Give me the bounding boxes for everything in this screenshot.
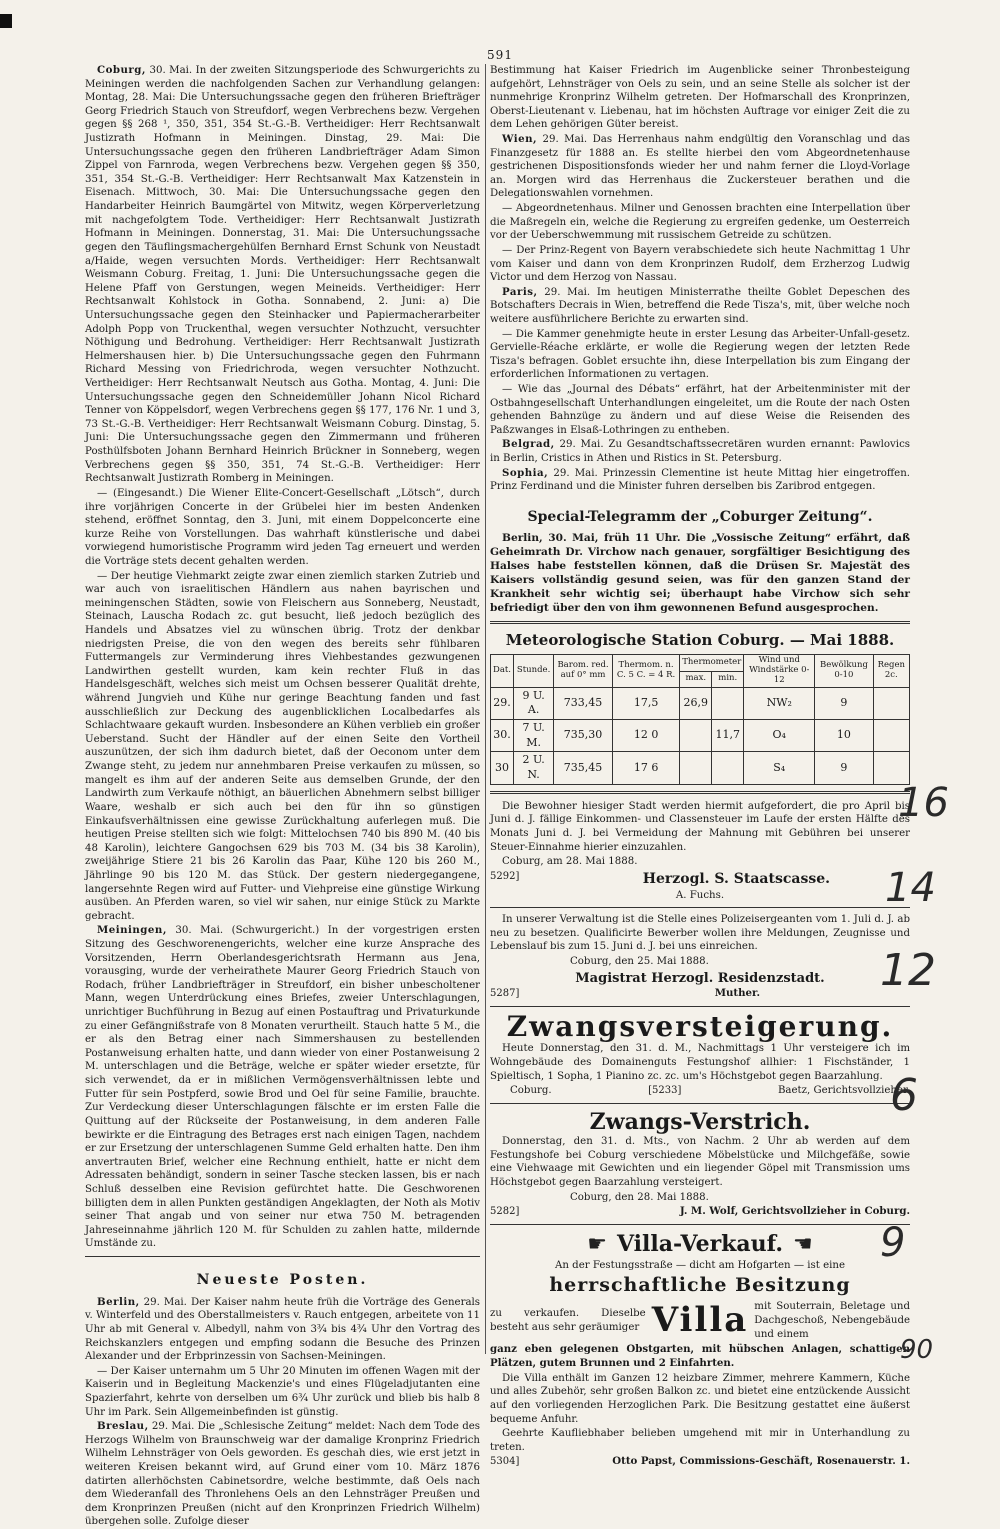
news-kammer: — Die Kammer genehmigte heute in erster Lesung das Arbeiter-Unfall-gesetz. Gervielle-Réache erklärte, er wolle die Regierung wegen der letzten Rede Tisza's befragen. Goblet ersuchte ihn, diese Interpellation bis zum Eingang der erforderlichen Informationen zu vertagen. <box>490 328 910 381</box>
separator <box>490 907 910 908</box>
col-min: min. <box>712 671 744 687</box>
telegram-title: Special-Telegramm der „Coburger Zeitung“. <box>527 508 873 525</box>
weather-cell-therm: 12 0 <box>612 720 679 752</box>
ad-staatscasse-text: Die Bewohner hiesiger Stadt werden hiermit aufgefordert, die pro April bis Juni d. J. fällige Einkommen- und Classensteuer im Laufe der ersten Hälfte des Monats Juni d. J. bei Vermeidung der Mahnung mit Gebühren bei unserer Steuer-Einnahme hierier einzuzahlen. <box>490 800 910 853</box>
weather-cell-wind: NW₂ <box>744 687 815 719</box>
article-eingesandt: — (Eingesandt.) Die Wiener Elite-Concert-Gesellschaft „Lötsch“, durch ihre vorjährigen Concerte in der Grübelei hier im besten Andenken stehend, eröffnet Sonntag, den 3. Juni, mit einem Doppelconcerte eine kurze Reihe von Vorstellungen. Das wahrhaft künstlerische und dabei vorwiegend humoristische Programm wird jeden Tag erneuert und werden die Vorträge stets decent gehalten werden. <box>85 487 480 567</box>
weather-cell-stunde: 7 U. M. <box>514 720 554 752</box>
separator <box>490 791 910 794</box>
weather-cell-bew: 10 <box>815 720 873 752</box>
ad-villa-title2: herrschaftliche Besitzung <box>549 1273 851 1296</box>
ad-villa-verkauf <box>490 1230 910 1469</box>
weather-cell-wind: S₄ <box>744 752 815 784</box>
handwritten-mark: 6 <box>890 1070 918 1121</box>
ad-magistrat-org: Magistrat Herzogl. Residenzstadt. <box>575 970 825 986</box>
news-kaiser-spazierfahrt: — Der Kaiser unternahm um 5 Uhr 20 Minuten im offenen Wagen mit der Kaiserin und in Begleitung Mackenzie's und eines Flügeladjutanten eine Spazierfahrt, kehrte von derselben um 6¾ Uhr zurück und blieb bis halb 8 Uhr im Park. Sein Allgemeinbefinden ist günstig. <box>85 1365 480 1418</box>
ad-zwangsversteigerung-text: Heute Donnerstag, den 31. d. M., Nachmittags 1 Uhr versteigere ich im Wohngebäude des Domainenguts Festungshof allhier: 1 Fischständer, 1 Spieltisch, 1 Sopha, 1 Pianino zc. zc. um's Höchstgebot gegen Baarzahlung. <box>490 1043 910 1082</box>
col-wind: Wind und Windstärke 0-12 <box>744 655 815 687</box>
weather-cell-dat: 30 <box>491 752 514 784</box>
weather-cell-min <box>712 752 744 784</box>
page-number: 591 <box>487 48 513 62</box>
news-abgeordnetenhaus: — Abgeordnetenhaus. Milner und Genossen brachten eine Interpellation über die Maßregeln ein, welche die Regierung zu ergreifen gedenke, um Oesterreich vor der Ueberschwemmung mit russischem Getreide zu schützen. <box>490 203 910 242</box>
ad-staatscasse <box>490 800 910 902</box>
ad-number: 5287] <box>490 987 520 999</box>
news-belgrad: 29. Mai. Zu Gesandtschaftssecretären wurden ernannt: Pawlovics in Berlin, Cristics in Athen und Ristics in St. Petersburg. <box>490 439 910 465</box>
ad-number: 5282] <box>490 1206 520 1218</box>
ad-staatscasse-org: Herzogl. S. Staatscasse. <box>642 870 830 887</box>
news-wien: 29. Mai. Das Herrenhaus nahm endgültig den Voranschlag und das Finanzgesetz für 1888 an. Es stellte hierbei den vom Abgeordnetenhause gestrichenen Dispositionsfonds wieder her und nahm ferner die Lloyd-Vorlage an. Morgen wird das Herrenhaus die Zuckersteuer berathen und die Delegationswahlen vornehmen. <box>490 134 910 200</box>
ad-villa-sig: Otto Papst, Commissions-Geschäft, Rosenauerstr. 1. <box>612 1455 910 1468</box>
weather-cell-max: 26,9 <box>680 687 712 719</box>
separator <box>490 1224 910 1225</box>
ad-staatscasse-place: Coburg, am 28. Mai 1888. <box>502 856 638 868</box>
weather-cell-therm: 17,5 <box>612 687 679 719</box>
ad-zwangsversteigerung-sig: Baetz, Gerichtsvollzieher. <box>777 1085 910 1097</box>
ad-zwangsverstrich-sig: J. M. Wolf, Gerichtsvollzieher in Coburg. <box>679 1205 910 1218</box>
dateline-belgrad: Belgrad, <box>502 438 555 451</box>
dateline-breslau: Breslau, <box>97 1420 149 1433</box>
col-regen: Regen 2c. <box>873 655 909 687</box>
weather-cell-bew: 9 <box>815 687 873 719</box>
dateline-sophia: Sophia, <box>502 466 549 479</box>
separator <box>85 1256 480 1257</box>
article-viehmarkt: — Der heutige Viehmarkt zeigte zwar einen ziemlich starken Zutrieb und war auch von israelitischen Händlern aus nahen bayrischen und meiningenschen Städten, sowie von Fleischern aus Sonneberg, Neustadt, Steinach, Lauscha Rodach zc. gut besucht, ließ jedoch bezüglich des Handels und Absatzes viel zu wünschen übrig. Trotz der denkbar niedrigsten Preise, die von den wegen des bereits sehr fühlbaren Futtermangels zur Verminderung ihres Viehbestandes gezwungenen Landwirthen gestellt wurden, kam kein rechter Fluß in das Handelsgeschäft, welches sich meist um Ochsen besserer Qualität drehte, während Jungvieh und Kühe nur geringe Beachtung fanden und fast ausschließlich zur Deckung des augenblicklichen Localbedarfes als Schlachtwaare gekauft wurden. Insbesondere an Kühen verblieb ein großer Ueberstand. Sucht der Händler auf der einen Seite den Vortheil auszunützen, der sich ihm dadurch bietet, daß der Oeconom unter dem Zwange steht, zu jedem nur annehmbaren Preise verkaufen zu müssen, so mangelt es ihm auf der anderen Seite aus demselben Grunde, der den Landwirth zum Verkaufe nöthigt, an bäuerlichen Abnehmern selbst billiger Waare, weshalb er sich auch bei den für ihn so günstigen Einkaufsverhältnissen eine gewisse Zurückhaltung auferlegen muß. Die heutigen Preise stellten sich wie folgt: Mittelochsen 740 bis 890 M. (40 bis 48 Karolin), leichtere Gangochsen 629 bis 703 M. (34 bis 38 Karolin), zweijährige Stiere 21 bis 26 Karolin das Paar, Kühe 120 bis 260 M., Jährlinge 90 bis 120 M. das Stück. Der gestern niedergegangene, langersehnte Regen wird auf Futter- und Viehpreise eine günstige Wirkung ausüben. An Pferden waren, so viel wir sahen, nur einige Stück zu Markte gebracht. <box>85 570 480 922</box>
dateline-meiningen: Meiningen, <box>97 924 167 937</box>
weather-cell-stunde: 2 U. N. <box>514 752 554 784</box>
handwritten-mark: 90 <box>900 1335 934 1365</box>
right-column <box>490 64 910 1468</box>
col-thermom: Thermom. n. C. 5 C. = 4 R. <box>612 655 679 687</box>
handwritten-mark: 14 <box>885 865 936 911</box>
col-max: max. <box>680 671 712 687</box>
handwritten-mark: 16 <box>898 780 949 826</box>
ad-number: 5304] <box>490 1456 520 1468</box>
separator <box>490 1006 910 1007</box>
col-stunde: Stunde. <box>514 655 554 687</box>
news-breslau: 29. Mai. Die „Schlesische Zeitung“ meldet: Nach dem Tode des Herzogs Wilhelm von Braunschweig war der damalige Kronprinz Friedrich Wilhelm Lehnsträger von Oels geworden. Es geschah dies, wie erst jetzt in weiteren Kreisen bekannt wird, auf Grund einer vom 10. März 1876 datirten allerhöchsten Cabinetsordre, welche bestimmte, daß Oels nach dem Wiederanfall des Thronlehens Oels an den Lehnsträger Preußen und dem Kronprinzen Preußen (nicht auf den Kronprinzen Friedrich Wilhelm) übergehen solle. Zufolge dieser <box>85 1421 480 1528</box>
handwritten-mark: 9 <box>880 1220 906 1266</box>
weather-cell-regen <box>873 687 909 719</box>
dateline-coburg: Coburg, <box>97 64 146 76</box>
weather-cell-therm: 17 6 <box>612 752 679 784</box>
col-thermometer: Thermometer <box>680 655 744 671</box>
separator <box>490 1103 910 1104</box>
ad-magistrat-text: In unserer Verwaltung ist die Stelle eines Polizeisergeanten vom 1. Juli d. J. ab neu zu besetzen. Qualificirte Bewerber wollen ihre Meldungen, Zeugnisse und Lebenslauf bis zum 15. Juni d. J. bei uns einreichen. <box>490 914 910 953</box>
weather-cell-dat: 30. <box>491 720 514 752</box>
neueste-posten-title: Neueste Posten. <box>196 1272 369 1289</box>
weather-cell-barom: 735,45 <box>554 752 613 784</box>
weather-row <box>491 687 910 719</box>
article-meiningen-schwurgericht: 30. Mai. (Schwurgericht.) In der vorgestrigen ersten Sitzung des Geschworenengerichts, welcher eine kurze Ansprache des Vorsitzenden, Herrn Oberlandesgerichtsrath Hermann aus Jena, vorausging, wurde der verheirathete Maurer Georg Friedrich Stauch von Rodach, früher Landbriefträger in Streufdorf, ein bisher unbescholtener Mann, wegen Unterdrückung eines Briefes, zweier Unterschlagungen, unrichtiger Buchführung in Bezug auf einen Postauftrag und Privaturkunde zu einer Gefängnißstrafe von 8 Monaten verurtheilt. Stauch hatte 5 M., die er als den Betrag einer nach Simmershausen zu bestellenden Postanweisung erhalten hatte, und dann wieder von einer Postanweisung 2 M. unterschlagen und die Beträge, welche er später wieder ersetzte, für sich verwendet, da er in mißlichen Vermögensverhältnissen lebte und Futter für sein Postpferd, sowie Brod und Oel für seine Familie, brauchte. Zur Verdeckung dieser Unterschlagungen fälschte er im ersten Falle die Quittung auf der Rückseite der Postanweisung, in dem anderen Falle bewirkte er die Eintragung des Betrages erst nach einigen Tagen, nachdem er zur Ersetzung der unterschlagenen Summe Geld erhalten hatte. Den ihm anvertrauten Brief, welcher eine Rechnung enthielt, hatte er nicht dem Adressaten behändigt, sondern in seiner Tasche stecken lassen, bis er nach Schluß desselben eine Revision gefürchtet hatte. Die Geschworenen billigten dem in allen Punkten geständigen Angeklagten, der Noth als Motiv seiner That angab und von seiner nur etwa 750 M. betragenden Jahreseinnahme jährlich 120 M. für Schulden zu zahlen hatte, mildernde Umstände zu. <box>85 925 480 1250</box>
dateline-paris: Paris, <box>502 285 538 298</box>
weather-table <box>490 654 910 784</box>
col-barom: Barom. red. auf 0° mm <box>554 655 613 687</box>
news-prinz-regent: — Der Prinz-Regent von Bayern verabschiedete sich heute Nachmittag 1 Uhr vom Kaiser und dann von dem Kronprinzen Rudolf, dem Erzherzog Ludwig Victor und dem Herzog von Nassau. <box>490 244 910 284</box>
weather-cell-max <box>680 720 712 752</box>
ad-zwangsverstrich-place: Coburg, den 28. Mai 1888. <box>570 1191 709 1203</box>
ad-magistrat-place: Coburg, den 25. Mai 1888. <box>570 955 709 967</box>
left-column <box>85 64 480 1528</box>
ad-zwangsverstrich-title: Zwangs-Verstrich. <box>589 1108 811 1135</box>
ad-number: [5233] <box>648 1085 682 1097</box>
ad-number: 5292] <box>490 870 520 882</box>
ad-villa-text: ganz eben gelegenen Obstgarten, mit hübschen Anlagen, schattigen Plätzen, gutem Brunnen und 2 Einfahrten. <box>490 1343 910 1370</box>
dateline-wien: Wien, <box>502 133 538 146</box>
ad-villa-title: Villa-Verkauf. <box>616 1231 783 1258</box>
weather-cell-min: 11,7 <box>712 720 744 752</box>
ad-villa-word: Villa <box>651 1300 749 1341</box>
separator <box>490 621 910 624</box>
weather-cell-regen <box>873 720 909 752</box>
col-bewoelkung: Bewölkung 0-10 <box>815 655 873 687</box>
pointing-hand-icon: ☚ <box>793 1231 813 1257</box>
ad-villa-text3: Geehrte Kaufliebhaber belieben umgehend mit mir in Unterhandlung zu treten. <box>490 1428 910 1453</box>
news-journal-debats: — Wie das „Journal des Débats“ erfährt, hat der Arbeitenminister mit der Ostbahngesellschaft Unterhandlungen eingeleitet, um die Route der nach Osten gehenden Bahnzüge zu ändern und auf diese Weise die Reisenden des Paßzwanges in Elsaß-Lothringen zu entheben. <box>490 384 910 436</box>
ad-staatscasse-sig: A. Fuchs. <box>675 889 725 901</box>
news-berlin-kaiser: 29. Mai. Der Kaiser nahm heute früh die Vorträge des Generals v. Winterfeld und des Oberstallmeisters v. Rauch entgegen, arbeitete von 11 Uhr ab mit General v. Albedyll, nahm von 3¾ bis 4¾ Uhr den Vortrag des Reichskanzlers entgegen und empfing sodann die Besuche des Prinzen Alexander und der Erbprinzessin von Sachsen-Meiningen. <box>85 1296 480 1363</box>
article-coburg-schwurgericht: 30. Mai. In der zweiten Sitzungsperiode des Schwurgerichts zu Meiningen werden die nachfolgenden Sachen zur Verhandlung gelangen: Montag, 28. Mai: Die Untersuchungssache gegen den früheren Briefträger Georg Friedrich Stauch von Streufdorf, wegen Verbrechens bezw. Vergehen gegen §§ 268 ¹, 350, 351, 354 St.-G.-B. Vertheidiger: Herr Rechtsanwalt Justizrath Hofmann in Meiningen. Dinstag, 29. Mai: Die Untersuchungssache gegen den früheren Landbriefträger Adam Simon Zippel von Farnroda, wegen Verbrechens bezw. Vergehen gegen §§ 350, 351, 354 St.-G.-B. Vertheidiger: Herr Rechtsanwalt Max Katzenstein in Eisenach. Mittwoch, 30. Mai: Die Untersuchungssache gegen den Handarbeiter Heinrich Baumgärtel von Mitwitz, wegen Körperverletzung mit nachgefolgtem Tode. Vertheidiger: Herr Rechtsanwalt Justizrath Hofmann in Meiningen. Donnerstag, 31. Mai: Die Untersuchungssache gegen den Täuflingsmachergehülfen Bernhard Ernst Schunk von Neustadt a/Haide, wegen versuchten Mords. Vertheidiger: Herr Rechtsanwalt Weismann Coburg. Freitag, 1. Juni: Die Untersuchungssache gegen die Helene Pfaff von Gerstungen, wegen Meineids. Vertheidiger: Herr Rechtsanwalt Kohlstock in Gotha. Sonnabend, 2. Juni: a) Die Untersuchungssache gegen den Steinhacker und Papiermacherarbeiter Adolph Popp von Truckenthal, wegen versuchter Nothzucht, versuchter Nöthigung und Bedrohung. Vertheidiger: Herr Rechtsanwalt Justizrath Helmershausen hier. b) Die Untersuchungssache gegen den Fuhrmann Richard Messing von Friedrichroda, wegen versuchter Nothzucht. Vertheidiger: Herr Rechtsanwalt Neutsch aus Gotha. Montag, 4. Juni: Die Untersuchungssache gegen den Schneidemüller Johann Nicol Richard Tenner von Köppelsdorf, wegen Verbrechens gegen §§ 177, 176 Nr. 1 und 3, 73 St.-G.-B. Vertheidiger: Herr Rechtsanwalt Weismann Coburg. Dinstag, 5. Juni: Die Untersuchungssache gegen den Zimmermann und früheren Posthülfsboten Johann Bernhard Heinrich Brückner in Sonneberg, wegen Verbrechens gegen §§ 350, 351, 74 St.-G.-B. Vertheidiger: Herr Rechtsanwalt Justizrath Romberg in Meiningen. <box>85 65 480 485</box>
news-oels-continued: Bestimmung hat Kaiser Friedrich im Augenblicke seiner Thronbesteigung aufgehört, Lehnsträger von Oels zu sein, und an seine Stelle als solcher ist der nunmehrige Kronprinz Wilhelm getreten. Der Hofmarschall des Kronprinzen, Oberst-Lieutenant v. Liebenau, hat im höchsten Auftrage vor einiger Zeit die zu dem Lehen gehörigen Güter bereist. <box>490 65 910 131</box>
ad-villa-text2: Die Villa enthält im Ganzen 12 heizbare Zimmer, mehrere Kammern, Küche und alles Zubehör, sehr großen Balkon zc. und bietet eine entzückende Aussicht auf den vorliegenden Herzoglichen Park. Die Besitzung gestattet eine äußerst bequeme Anfuhr. <box>490 1372 910 1425</box>
ad-villa-sub: An der Festungsstraße — dicht am Hofgarten — ist eine <box>555 1260 845 1272</box>
ad-villa-post: mit Souterrain, Beletage und Dachgeschoß, Nebengebäude und einem <box>754 1301 910 1340</box>
ad-zwangsversteigerung-place: Coburg. <box>510 1085 552 1097</box>
weather-cell-min <box>712 687 744 719</box>
ad-zwangsverstrich <box>490 1109 910 1219</box>
ad-zwangsverstrich-text: Donnerstag, den 31. d. Mts., von Nachm. 2 Uhr ab werden auf dem Festungshofe bei Coburg verschiedene Möbelstücke und Milchgefäße, sowie eine Viehwaage mit Gewichten und ein liegender Göpel mit Transmission ums Höchstgebot gegen Baarzahlung versteigert. <box>490 1136 910 1188</box>
ad-magistrat-sig: Muther. <box>714 986 760 999</box>
weather-table-body <box>491 687 910 784</box>
weather-cell-barom: 733,45 <box>554 687 613 719</box>
dateline-berlin: Berlin, <box>97 1295 140 1308</box>
weather-cell-max <box>680 752 712 784</box>
col-dat: Dat. <box>491 655 514 687</box>
page-edge-mark <box>0 14 12 28</box>
weather-row <box>491 752 910 784</box>
telegram-body: Berlin, 30. Mai, früh 11 Uhr. Die „Vossische Zeitung“ erfährt, daß Geheimrath Dr. Virchow nach genauer, sorgfältiger Besichtigung des Halses habe feststellen können, daß die Drüsen Sr. Majestät des Kaisers vollständig gesund seien, was für den ganzen Stand der Krankheit sehr wichtig sei; überhaupt habe Virchow sich sehr befriedigt über den von ihm gewonnenen Befund ausgesprochen. <box>490 531 910 615</box>
handwritten-mark: 12 <box>880 945 936 996</box>
pointing-hand-icon: ☛ <box>587 1231 607 1257</box>
weather-cell-bew: 9 <box>815 752 873 784</box>
weather-cell-dat: 29. <box>491 687 514 719</box>
news-sophia: 29. Mai. Prinzessin Clementine ist heute Mittag hier eingetroffen. Prinz Ferdinand und die Minister fuhren derselben bis Zaribrod entgegen. <box>490 467 910 493</box>
weather-cell-stunde: 9 U. A. <box>514 687 554 719</box>
ad-zwangsversteigerung <box>490 1009 910 1098</box>
weather-cell-barom: 735,30 <box>554 720 613 752</box>
meteorology-title: Meteorologische Station Coburg. — Mai 1888. <box>505 631 895 650</box>
ad-magistrat <box>490 913 910 1000</box>
weather-row <box>491 720 910 752</box>
column-divider <box>485 64 486 1354</box>
ad-zwangsversteigerung-title: Zwangsversteigerung. <box>506 1009 894 1043</box>
news-paris: 29. Mai. Im heutigen Ministerrathe theilte Goblet Depeschen des Botschafters Decrais in Wien, betreffend die Rede Tisza's, mit, über welche noch weitere ausführlichere Berichte zu erwarten sind. <box>490 286 910 325</box>
weather-cell-wind: O₄ <box>744 720 815 752</box>
ad-villa-pre: zu verkaufen. Dieselbe besteht aus sehr geräumiger <box>490 1308 646 1333</box>
